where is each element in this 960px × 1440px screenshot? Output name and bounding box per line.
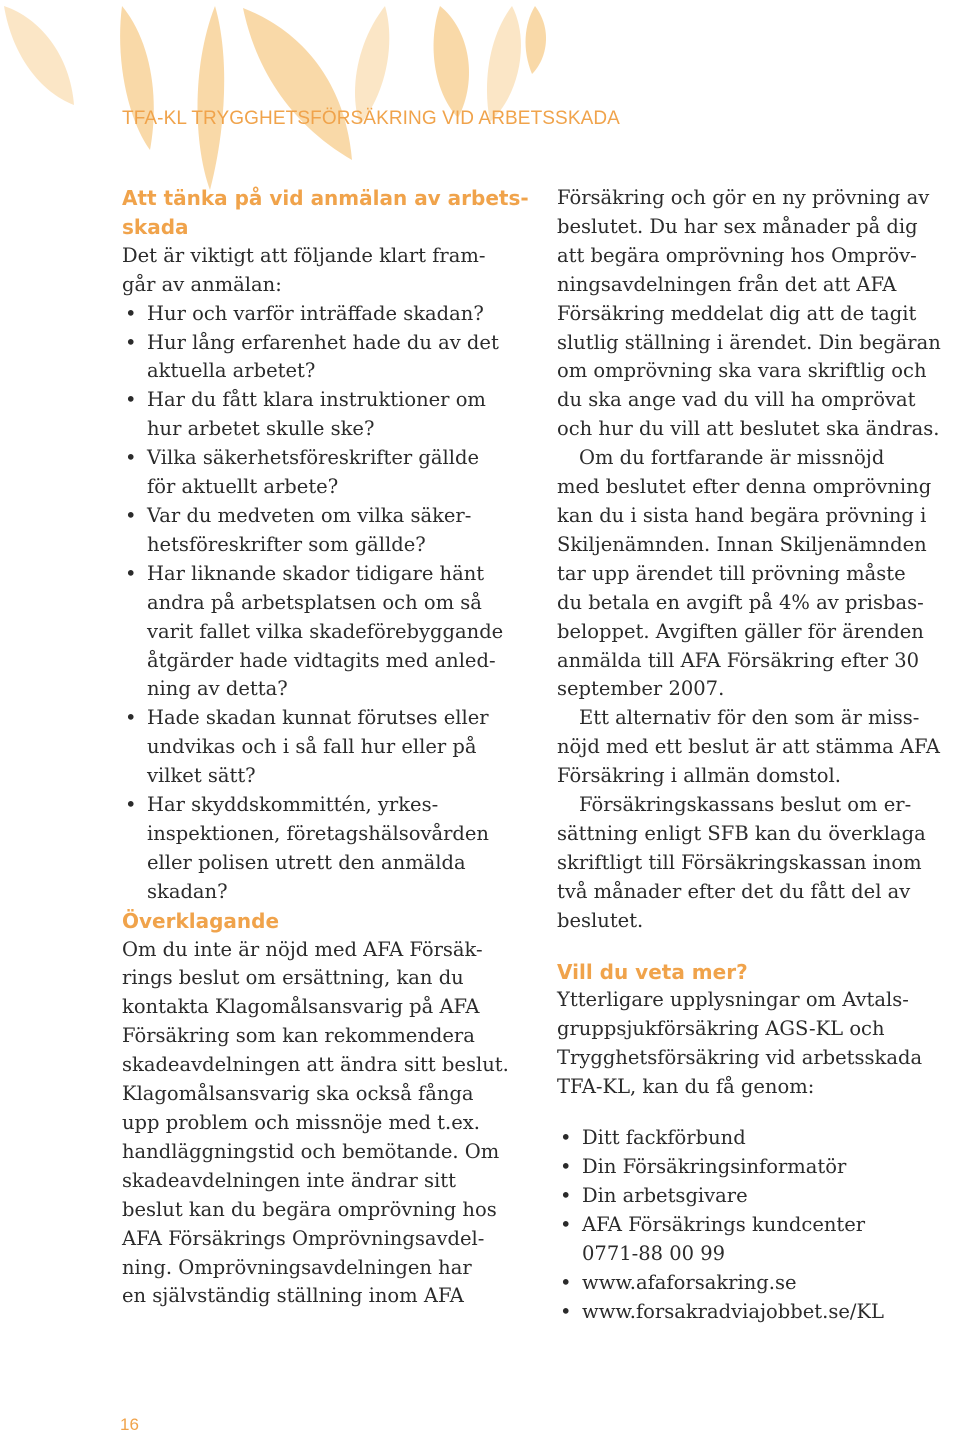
list-item: • Hur lång erfarenhet hade du av det aktuella arbetet? bbox=[122, 329, 532, 387]
heading-vill-du-veta-mer: Vill du veta mer? bbox=[557, 959, 748, 984]
leaf-shape bbox=[198, 6, 225, 190]
contact-item-website[interactable]: • www.afaforsakring.se bbox=[557, 1269, 960, 1298]
list-item: • Hade skadan kunnat förutses eller undvikas och i så fall hur eller på vilket sätt? bbox=[122, 704, 532, 791]
heading-anmalan: Att tänka på vid anmälan av arbets- skada bbox=[122, 186, 529, 239]
checklist bbox=[122, 300, 532, 907]
contact-list bbox=[557, 1124, 960, 1326]
overklagande-paragraph: Om du inte är nöjd med AFA Försäk- rings beslut om ersättning, kan du kontakta Klagomålsansvarig på AFA Försäkring som kan rekommendera skadeavdelningen att ändra sitt beslut. Klagomålsansvarig ska också fånga upp problem och missnöje med t.ex. handläggningstid och bemötande. Om skadeavdelningen inte ändrar sitt beslut kan du begära omprövning hos AFA Försäkrings Omprövningsavdel- ning. Omprövningsavdelningen har en självständig ställning inom AFA bbox=[122, 937, 509, 1308]
skiljenamnden-paragraph: Om du fortfarande är missnöjd med beslutet efter denna omprövning kan du i sista hand begära prövning i Skiljenämnden. Innan Skiljenämnden tar upp ärendet till prövning måste du betala en avgift på 4% av prisbas- beloppet. Avgiften gäller för ärenden anmälda till AFA Försäkring efter 30 september 2007. bbox=[557, 446, 932, 701]
right-column bbox=[557, 184, 960, 1326]
forsakringskassan-paragraph: Försäkringskassans beslut om er- sättning enligt SFB kan du överklaga skriftligt till Försäkringskassan inom två månader efter det du fått del av beslutet. bbox=[557, 793, 926, 932]
contact-item: • Din arbetsgivare bbox=[557, 1182, 960, 1211]
leaf-shape bbox=[4, 6, 74, 105]
list-item: • Var du medveten om vilka säker- hetsföreskrifter som gällde? bbox=[122, 502, 532, 560]
left-column bbox=[122, 184, 532, 1311]
info-paragraph: Ytterligare upplysningar om Avtals- gruppsjukförsäkring AGS-KL och Trygghetsförsäkring vid arbetsskada TFA-KL, kan du få genom: bbox=[557, 988, 923, 1099]
intro-paragraph: Det är viktigt att följande klart fram- går av anmälan: bbox=[122, 243, 486, 296]
contact-item: • Din Försäkringsinformatör bbox=[557, 1153, 960, 1182]
list-item: • Har du fått klara instruktioner om hur arbetet skulle ske? bbox=[122, 386, 532, 444]
leaf-shape bbox=[434, 6, 469, 118]
list-item: • Vilka säkerhetsföreskrifter gällde för aktuellt arbete? bbox=[122, 444, 532, 502]
list-item: • Hur och varför inträffade skadan? bbox=[122, 300, 532, 329]
section-header: TFA-KL TRYGGHETSFÖRSÄKRING VID ARBETSSKADA bbox=[122, 108, 620, 129]
list-item: • Har liknande skador tidigare hänt andra på arbetsplatsen och om så varit fallet vilka skadeförebyggande åtgärder hade vidtagits med anled- ning av detta? bbox=[122, 560, 532, 705]
omprovning-paragraph: Försäkring och gör en ny prövning av beslutet. Du har sex månader på dig att begära omprövning hos Ompröv- ningsavdelningen från det att AFA Försäkring meddelat dig att de tagit slutlig ställning i ärendet. Din begäran om omprövning ska vara skriftlig och du ska ange vad du vill ha omprövat och hur du vill att beslutet ska ändras. bbox=[557, 186, 941, 441]
contact-item: • Ditt fackförbund bbox=[557, 1124, 960, 1153]
list-item: • Har skyddskommittén, yrkes- inspektionen, företagshälsovården eller polisen utrett den anmälda skadan? bbox=[122, 791, 532, 907]
contact-item: • AFA Försäkrings kundcenter 0771-88 00 99 bbox=[557, 1211, 960, 1269]
leaf-shape bbox=[526, 6, 546, 74]
heading-overklagande: Överklagande bbox=[122, 908, 280, 933]
contact-item-website[interactable]: • www.forsakradviajobbet.se/KL bbox=[557, 1298, 960, 1327]
leaf-shape bbox=[243, 8, 352, 160]
spacer bbox=[557, 1102, 960, 1124]
domstol-paragraph: Ett alternativ för den som är miss- nöjd med ett beslut är att stämma AFA Försäkring i allmän domstol. bbox=[557, 706, 940, 788]
leaf-shape bbox=[487, 6, 521, 122]
page-number: 16 bbox=[120, 1415, 139, 1434]
spacer bbox=[557, 936, 960, 958]
